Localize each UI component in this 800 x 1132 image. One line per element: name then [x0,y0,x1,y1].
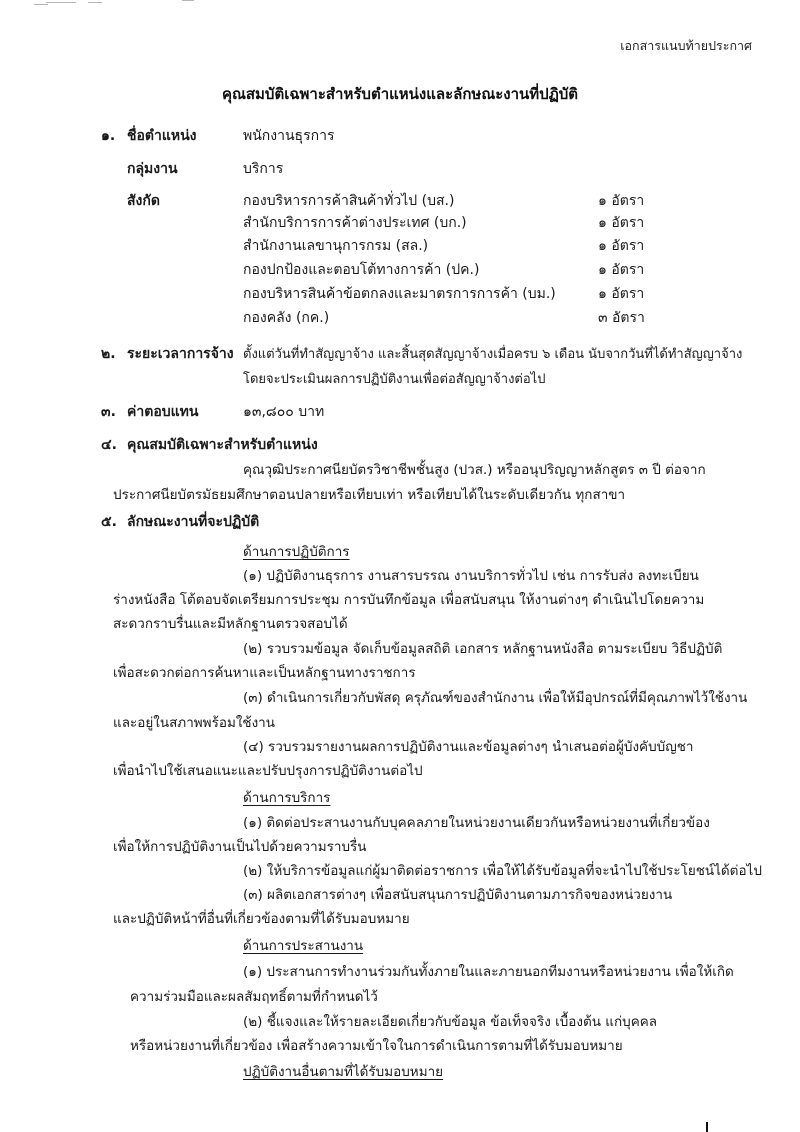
position-value: พนักงานธุรการ [243,128,335,144]
document-title: คุณสมบัติเฉพาะสำหรับตำแหน่งและลักษณะงานที่ปฏิบัติ [221,85,579,103]
coordination-item-2: (๒) ชี้แจงและให้รายละเอียดเกี่ยวกับข้อมูล ข้อเท็จจริง เบื้องต้น แก่บุคคล [243,1014,658,1030]
affiliation-name: สำนักงานเลขานุการกรม (สล.) [243,238,429,254]
operations-item-4: (๔) รวบรวมรายงานผลการปฏิบัติงานและข้อมูลต่างๆ นำเสนอต่อผู้บังคับบัญชา [243,739,694,755]
operations-item-1-cont: ร่างหนังสือ โต้ตอบจัดเตรียมการประชุม การบันทึกข้อมูล เพื่อสนับสนุน ให้งานต่างๆ ดำเนินไปโดยความ [113,592,705,608]
affiliation-name: สำนักบริการการค้าต่างประเทศ (บก.) [243,215,467,231]
affiliation-rate: ๑ อัตรา [598,262,645,278]
services-heading: ด้านการบริการ [243,790,331,806]
section-number: ๑. [101,128,116,144]
scan-artifact [88,2,102,3]
scan-artifact [34,4,48,5]
operations-heading: ด้านการปฏิบัติการ [243,544,350,560]
affiliation-name: กองคลัง (กค.) [243,310,330,326]
section-number: ๕. [101,514,117,530]
job-description-label: ลักษณะงานที่จะปฏิบัติ [127,514,260,530]
position-label: ชื่อตำแหน่ง [127,128,197,144]
coordination-item-1: (๑) ประสานการทำงานร่วมกันทั้งภายในและภายนอกทีมงานหรือหน่วยงาน เพื่อให้เกิด [243,964,734,980]
coordination-heading: ด้านการประสานงาน [243,938,364,954]
scan-artifact [46,2,76,3]
operations-item-1-cont: สะดวกราบรื่นและมีหลักฐานตรวจสอบได้ [113,616,348,632]
services-item-1-cont: เพื่อให้การปฏิบัติงานเป็นไปด้วยความราบรื่น [113,839,367,855]
section-number: ๔. [101,437,117,453]
services-item-1: (๑) ติดต่อประสานงานกับบุคคลภายในหน่วยงานเดียวกันหรือหน่วยงานที่เกี่ยวข้อง [243,815,710,831]
coordination-item-2-cont: หรือหน่วยงานที่เกี่ยวข้อง เพื่อสร้างความเข้าใจในการดำเนินการตามที่ได้รับมอบหมาย [130,1038,623,1054]
employment-period-line: โดยจะประเมินผลการปฏิบัติงานเพื่อต่อสัญญาจ้างต่อไป [243,372,546,387]
affiliation-rate: ๑ อัตรา [598,193,645,209]
affiliation-name: กองบริหารสินค้าข้อตกลงและมาตรการการค้า (บม.) [243,286,556,302]
header-note: เอกสารแนบท้ายประกาศ [620,38,752,53]
employment-period-line: ตั้งแต่วันที่ทำสัญญาจ้าง และสิ้นสุดสัญญาจ้างเมื่อครบ ๖ เดือน นับจากวันที่ได้ทำสัญญาจ้าง [243,347,743,362]
operations-item-1: (๑) ปฏิบัติงานธุรการ งานสารบรรณ งานบริการทั่วไป เช่น การรับส่ง ลงทะเบียน [243,568,699,584]
scan-artifact [182,0,194,1]
page-edge-mark [706,1122,708,1132]
operations-item-3: (๓) ดำเนินการเกี่ยวกับพัสดุ ครุภัณฑ์ของสำนักงาน เพื่อให้มีอุปกรณ์ที่มีคุณภาพไว้ใช้งาน [243,690,748,706]
employment-period-label: ระยะเวลาการจ้าง [127,346,234,362]
qualifications-label: คุณสมบัติเฉพาะสำหรับตำแหน่ง [127,437,318,453]
affiliation-label: สังกัด [127,193,160,209]
affiliation-rate: ๑ อัตรา [598,286,645,302]
affiliation-rate: ๓ อัตรา [598,310,645,326]
affiliation-name: กองบริหารการค้าสินค้าทั่วไป (บส.) [243,193,455,209]
group-label: กลุ่มงาน [127,161,178,177]
services-item-2: (๒) ให้บริการข้อมูลแก่ผู้มาติดต่อราชการ เพื่อให้ได้รับข้อมูลที่จะนำไปใช้ประโยชน์ได้ต่อไป [243,863,762,879]
operations-item-2-cont: เพื่อสะดวกต่อการค้นหาและเป็นหลักฐานทางราชการ [113,665,416,681]
qualifications-line: คุณวุฒิประกาศนียบัตรวิชาชีพชั้นสูง (ปวส.) หรืออนุปริญญาหลักสูตร ๓ ปี ต่อจาก [243,462,706,478]
section-number: ๓. [101,404,116,420]
services-item-3-cont: และปฏิบัติหน้าที่อื่นที่เกี่ยวข้องตามที่ได้รับมอบหมาย [113,911,410,927]
affiliation-rate: ๑ อัตรา [598,215,645,231]
section-number: ๒. [101,346,116,362]
operations-item-2: (๒) รวบรวมข้อมูล จัดเก็บข้อมูลสถิติ เอกสาร หลักฐานหนังสือ ตามระเบียบ วิธีปฏิบัติ [243,641,723,657]
qualifications-line: ประกาศนียบัตรมัธยมศึกษาตอนปลายหรือเทียบเท่า หรือเทียบได้ในระดับเดียวกัน ทุกสาขา [113,487,626,503]
coordination-item-1-cont: ความร่วมมือและผลสัมฤทธิ์ตามที่กำหนดไว้ [130,989,378,1005]
operations-item-3-cont: และอยู่ในสภาพพร้อมใช้งาน [113,715,275,731]
affiliation-name: กองปกป้องและตอบโต้ทางการค้า (ปค.) [243,262,480,278]
compensation-label: ค่าตอบแทน [127,404,199,420]
other-duties-heading: ปฏิบัติงานอื่นตามที่ได้รับมอบหมาย [243,1064,444,1080]
affiliation-rate: ๑ อัตรา [598,238,645,254]
operations-item-4-cont: เพื่อนำไปใช้เสนอแนะและปรับปรุงการปฏิบัติงานต่อไป [113,763,423,779]
compensation-value: ๑๓,๘๐๐ บาท [243,404,325,420]
group-value: บริการ [243,161,284,177]
services-item-3: (๓) ผลิตเอกสารต่างๆ เพื่อสนับสนุนการปฏิบัติงานตามภารกิจของหน่วยงาน [243,887,673,903]
